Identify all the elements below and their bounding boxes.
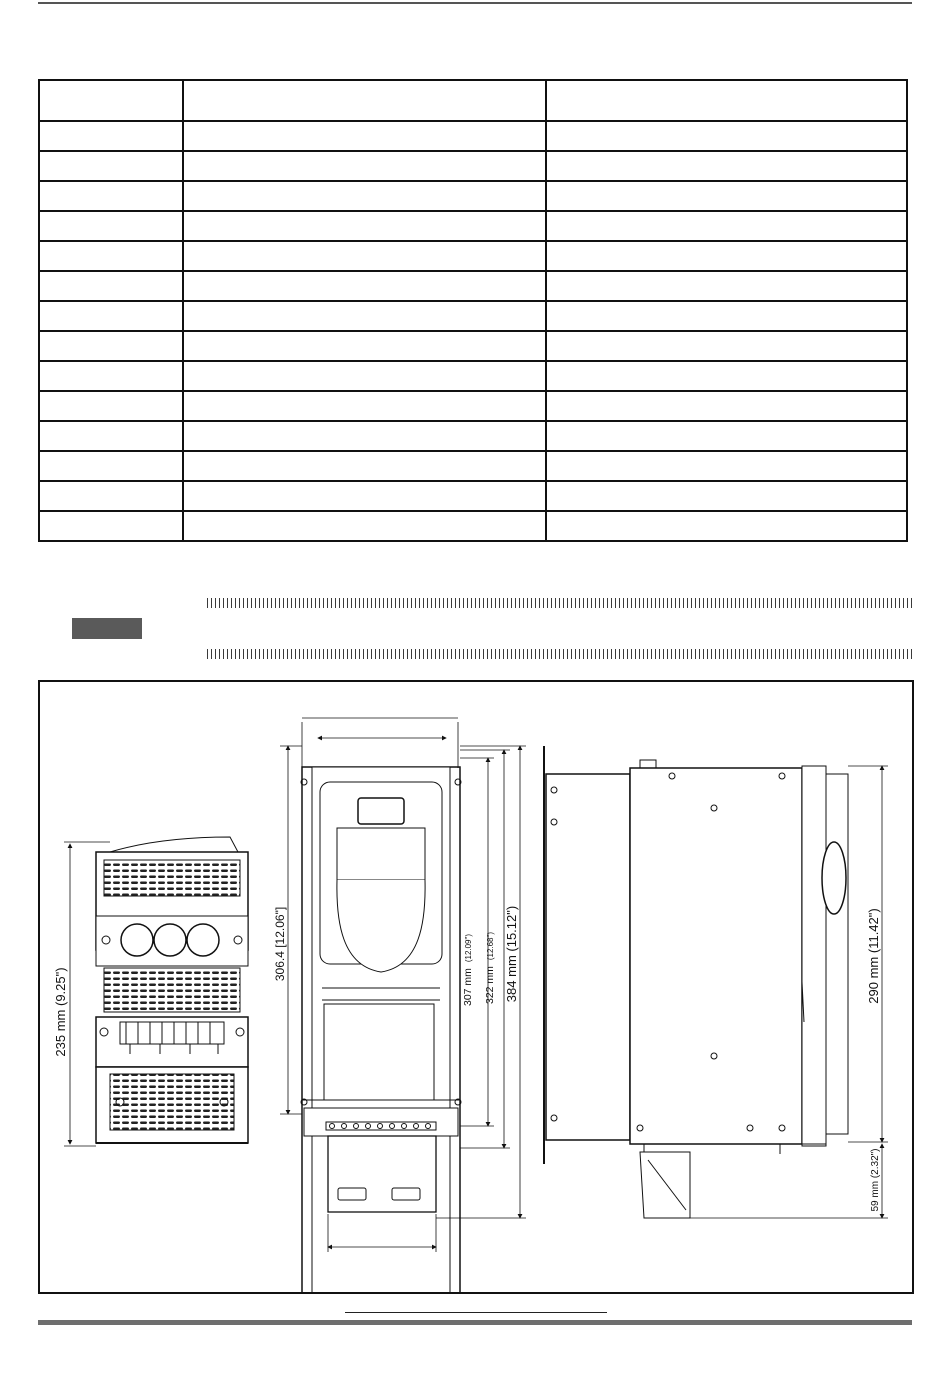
- dim-mounting-height: 306.4 [12.06"]: [273, 906, 287, 982]
- dimension-drawing: [40, 682, 912, 1292]
- table-cell: [39, 80, 183, 121]
- table-row: [39, 301, 907, 331]
- table-cell: [183, 80, 546, 121]
- note-label-box: [72, 618, 142, 639]
- table-row: [39, 481, 907, 511]
- top-rule: [38, 2, 912, 4]
- table-row: [39, 511, 907, 541]
- table-cell: [546, 80, 907, 121]
- dim-total-height: 384 mm (15.12"): [504, 905, 519, 1003]
- dim-side-bottom: 59 mm (2.32"): [870, 1148, 881, 1212]
- table-row: [39, 121, 907, 151]
- dim-307-inch: (12.09"): [464, 933, 473, 963]
- dim-side-height: 290 mm (11.42"): [866, 908, 881, 1004]
- center-view: [301, 767, 461, 1292]
- table-row: [39, 211, 907, 241]
- table-row: [39, 241, 907, 271]
- table-row: [39, 331, 907, 361]
- hatched-rule-bottom: [207, 649, 913, 659]
- dim-307-mm: 307 mm: [462, 968, 474, 1007]
- table-row: [39, 271, 907, 301]
- dim-322-mm: 322 mm: [484, 966, 496, 1005]
- spec-table: [38, 79, 908, 542]
- bottom-rule: [38, 1320, 912, 1325]
- front-view: [96, 837, 248, 1143]
- table-row: [39, 361, 907, 391]
- dim-307: [462, 934, 474, 1006]
- table-header-row: [39, 80, 907, 121]
- table-row: [39, 181, 907, 211]
- table-row: [39, 421, 907, 451]
- dim-front-height: 235 mm (9.25"): [53, 967, 68, 1057]
- dimension-drawing-frame: [38, 680, 914, 1294]
- footer-underline: [345, 1312, 607, 1313]
- dim-322: [484, 932, 496, 1004]
- table-row: [39, 391, 907, 421]
- dim-322-inch: (12.68"): [486, 931, 495, 961]
- table-row: [39, 151, 907, 181]
- side-view: [544, 746, 848, 1218]
- hatched-rule-top: [207, 598, 913, 608]
- table-row: [39, 451, 907, 481]
